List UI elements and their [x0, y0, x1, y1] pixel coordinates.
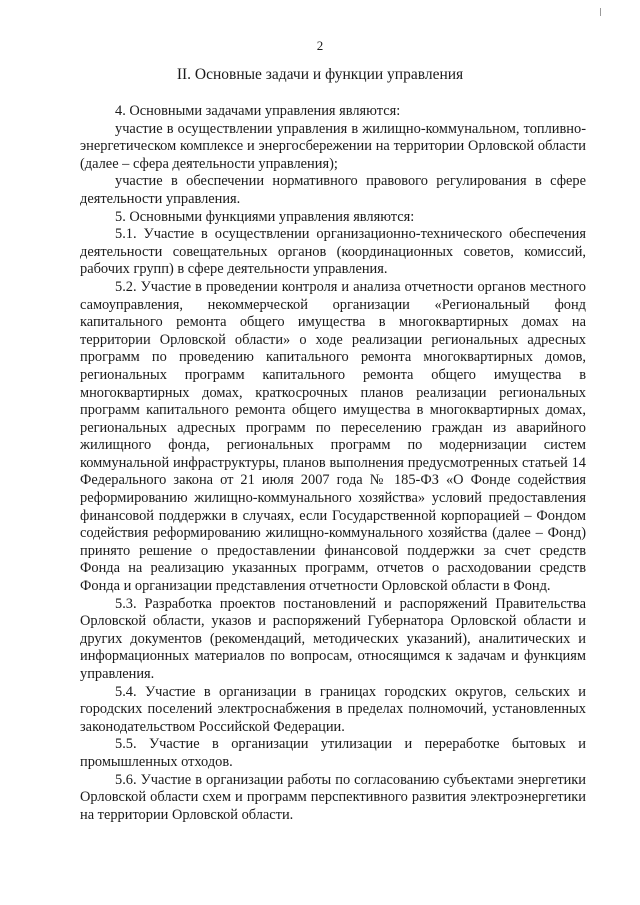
- paragraph-function-5-4: 5.4. Участие в организации в границах городских округов, сельских и городских поселений электроснабжения в пределах полномочий, установленных законодательством Российской Федерации.: [80, 683, 586, 735]
- paragraph-function-5-3: 5.3. Разработка проектов постановлений и распоряжений Правительства Орловской области, указов и распоряжений Губернатора Орловской области и других документов (рекомендаций, методических указаний), аналитических и информационных материалов по вопросам, относящимся к задачам и функциям управления.: [80, 595, 586, 682]
- paragraph-function-5-6: 5.6. Участие в организации работы по согласованию субъектами энергетики Орловской области схем и программ перспективного развития электроэнергетики на территории Орловской области.: [80, 771, 586, 823]
- paragraph-function-5-2: 5.2. Участие в проведении контроля и анализа отчетности органов местного самоуправления, некоммерческой организации «Региональный фонд капитального ремонта общего имущества в многоквартирных домах на территории Орловской области» о ходе реализации региональных адресных программ по проведению капитального ремонта многоквартирных домов, региональных программ капитального ремонта общего имущества в многоквартирных домах, краткосрочных планов реализации региональных программ капитального ремонта общего имущества в многоквартирных домах, региональных адресных программ по переселению граждан из аварийного жилищного фонда, региональных программ по модернизации систем коммунальной инфраструктуры, планов выполнения предусмотренных статьей 14 Федерального закона от 21 июля 2007 года № 185-ФЗ «О Фонде содействия реформированию жилищно-коммунального хозяйства» условий предоставления финансовой поддержки в случаях, если Государственной корпорацией – Фондом содействия реформированию жилищно-коммунального хозяйства (далее – Фонд) принято решение о предоставлении финансовой поддержки за счет средств Фонда на реализацию указанных программ, отчетов о расходовании средств Фонда и организации представления отчетности Орловской области в Фонд.: [80, 278, 586, 595]
- page-number: 2: [316, 38, 324, 53]
- paragraph-functions-heading: 5. Основными функциями управления являются:: [115, 208, 415, 225]
- paragraph-task-2: участие в обеспечении нормативного правового регулирования в сфере деятельности управления.: [80, 173, 586, 207]
- section-title: II. Основные задачи и функции управления: [176, 66, 464, 83]
- paragraph-task-1: участие в осуществлении управления в жилищно-коммунальном, топливно-энергетическом комплексе и энергосбережении на территории Орловской области (далее – сфера деятельности управления);: [80, 120, 586, 172]
- paragraph-tasks-heading: 4. Основными задачами управления являются:: [115, 103, 401, 119]
- scan-artifact-mark: [600, 8, 601, 16]
- paragraph-function-5-1: 5.1. Участие в осуществлении организационно-технического обеспечения деятельности совещательных органов (координационных советов, комиссий, рабочих групп) в сфере деятельности управления.: [80, 226, 586, 278]
- document-body: [80, 103, 586, 824]
- paragraph-function-5-5: 5.5. Участие в организации утилизации и переработке бытовых и промышленных отходов.: [80, 736, 586, 770]
